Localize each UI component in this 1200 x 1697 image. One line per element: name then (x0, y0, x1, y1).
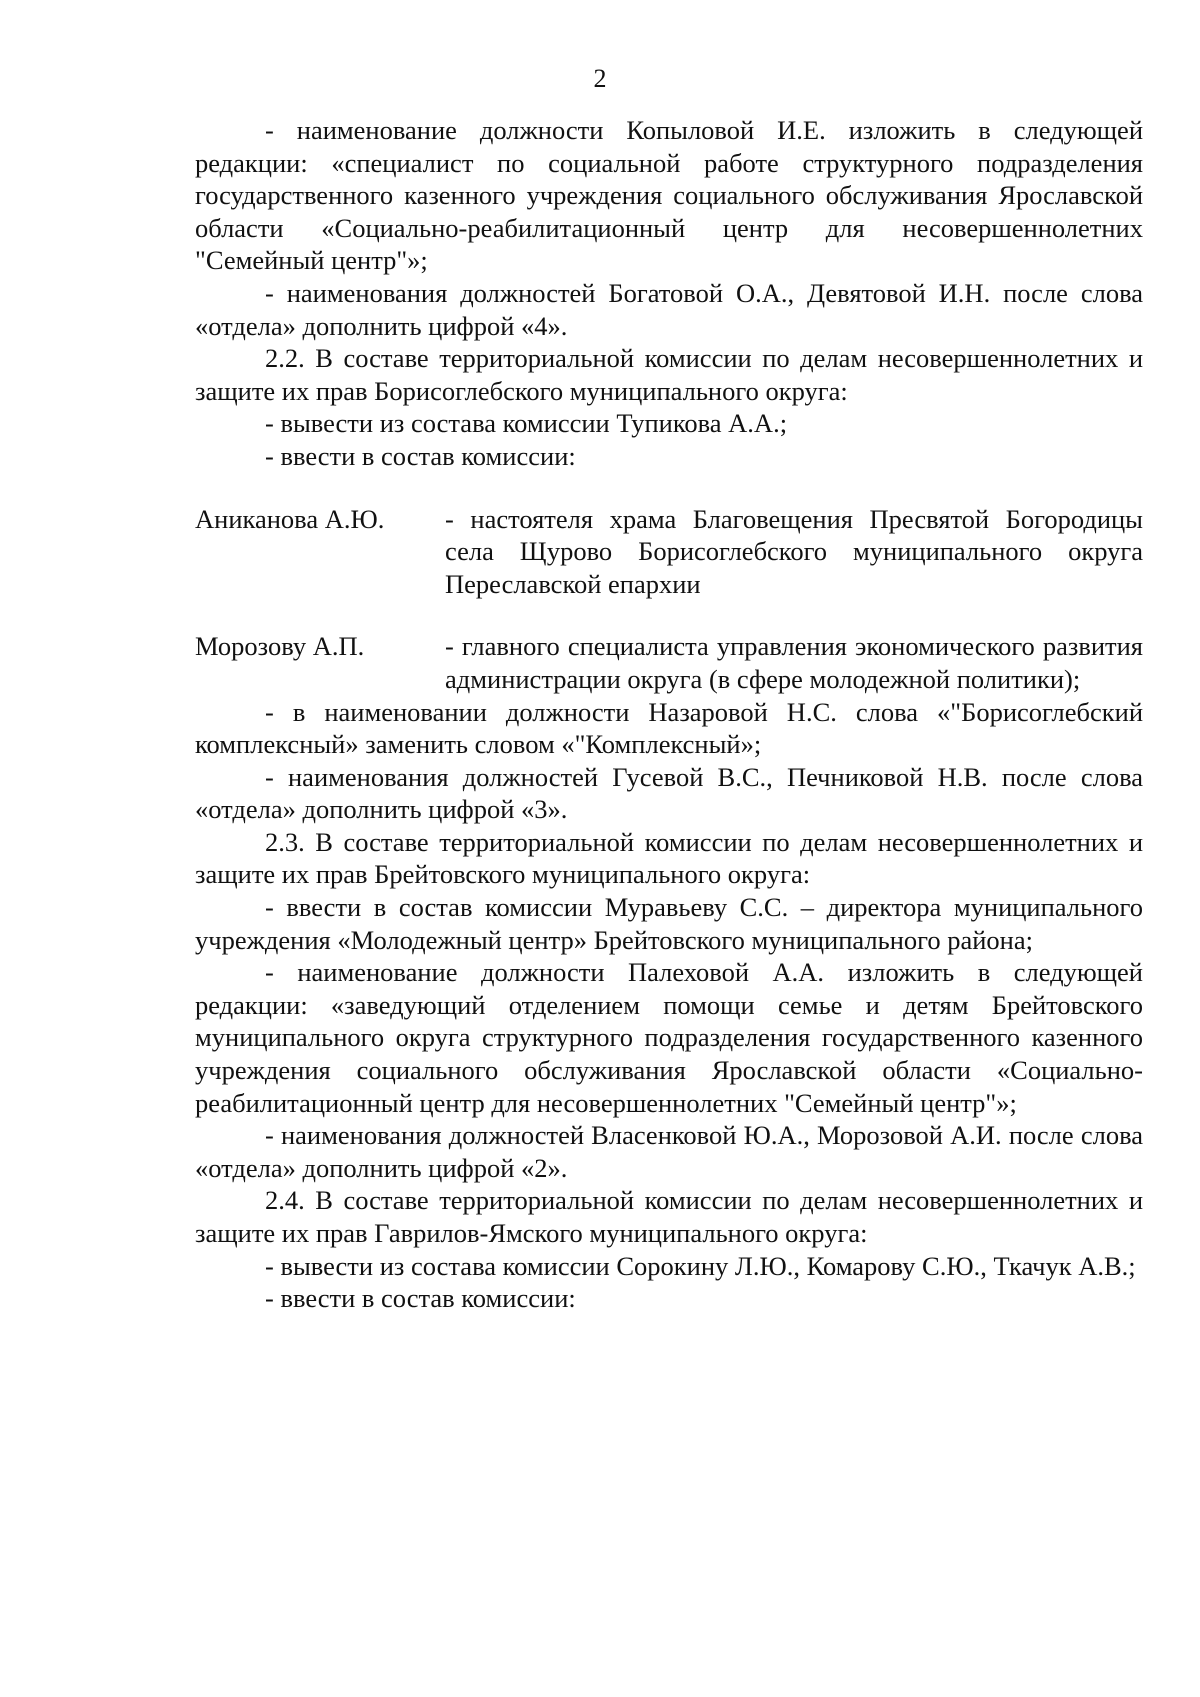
member-description: - настоятеля храма Благовещения Пресвятой Богородицы села Щурово Борисоглебского муниципального округа Переславской епархии (445, 503, 1143, 599)
paragraph: - вывести из состава комиссии Сорокину Л.Ю., Комарову С.Ю., Ткачук А.В.; (265, 1250, 1136, 1281)
paragraph: - наименования должностей Власенковой Ю.А., Морозовой А.И. после слова «отдела» дополнить цифрой «2». (195, 1120, 1143, 1183)
paragraph: - вывести из состава комиссии Тупикова А.А.; (265, 408, 788, 439)
spacer (195, 473, 1143, 503)
paragraph: - наименования должностей Богатовой О.А., Девятовой И.Н. после слова «отдела» дополнить цифрой «4». (195, 277, 1143, 341)
paragraph: - наименования должностей Гусевой В.С., Печниковой Н.В. после слова «отдела» дополнить цифрой «3». (195, 761, 1143, 825)
paragraph: 2.4. В составе территориальной комиссии по делам несовершеннолетних и защите их прав Гаврилов-Ямского муниципального округа: (195, 1185, 1143, 1248)
paragraph: - в наименовании должности Назаровой Н.С. слова «"Борисоглебский комплексный» заменить словом «"Комплексный»; (195, 696, 1143, 760)
spacer (195, 600, 1143, 630)
member-entry (195, 503, 1143, 601)
paragraph: - наименование должности Копыловой И.Е. изложить в следующей редакции: «специалист по социальной работе структурного подразделения государственного казенного учреждения социального обслуживания Ярославской области «Социально-реабилитационный центр для несовершеннолетних "Семейный центр"»; (195, 115, 1143, 276)
paragraph: - ввести в состав комиссии: (265, 440, 576, 471)
paragraph: - наименование должности Палеховой А.А. изложить в следующей редакции: «заведующий отделением помощи семье и детям Брейтовского муниципального округа структурного подразделения государственного казенного учреждения социального обслуживания Ярославской области «Социально-реабилитационный центр для несовершеннолетних "Семейный центр"»; (195, 957, 1143, 1118)
paragraph: 2.2. В составе территориальной комиссии по делам несовершеннолетних и защите их прав Борисоглебского муниципального округа: (195, 343, 1143, 406)
paragraph: - ввести в состав комиссии: (265, 1283, 576, 1314)
paragraph: - ввести в состав комиссии Муравьеву С.С. – директора муниципального учреждения «Молодежный центр» Брейтовского муниципального района; (195, 892, 1143, 955)
document-body (195, 114, 1143, 1315)
member-name: Морозову А.П. (195, 631, 365, 662)
paragraph: 2.3. В составе территориальной комиссии по делам несовершеннолетних и защите их прав Брейтовского муниципального округа: (195, 826, 1143, 890)
member-name: Аниканова А.Ю. (195, 503, 385, 534)
member-entry (195, 630, 1143, 695)
page-number: 2 (593, 64, 607, 93)
member-description: - главного специалиста управления экономического развития администрации округа (в сфере молодежной политики); (445, 631, 1143, 694)
